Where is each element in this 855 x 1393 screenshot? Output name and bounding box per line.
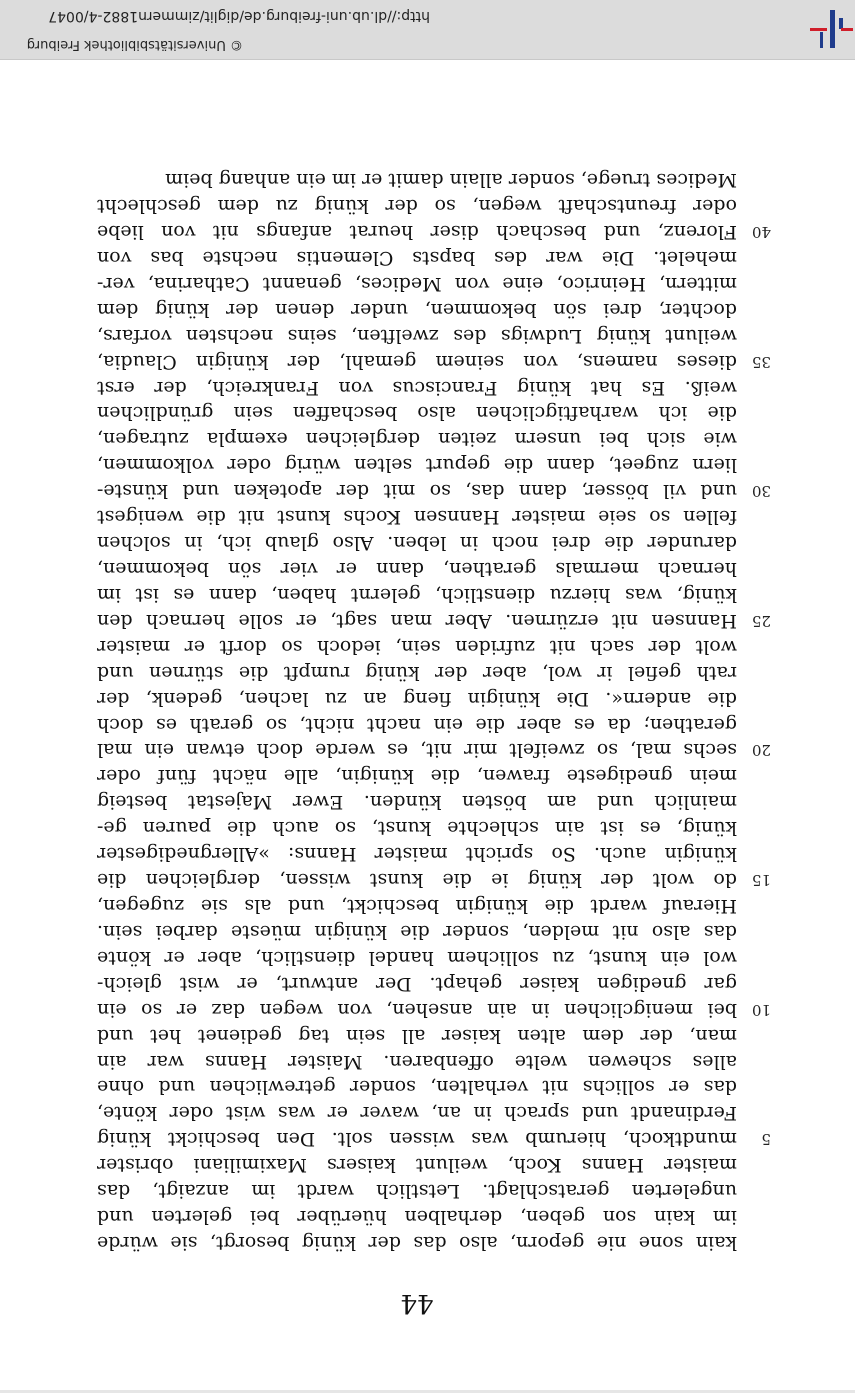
text-line: [97, 892, 737, 918]
line-number: 15: [751, 871, 771, 890]
text-line: [97, 555, 737, 581]
line-text: weiß. Es hat künig Franciscus von Frankreich, der erst: [97, 376, 737, 399]
line-text: man, der dem alten kaiser all sein tag gedienet het und: [97, 1024, 737, 1047]
line-text: wol ein kunst, zu sollichem handel dienstlich, aber er könte: [97, 946, 737, 969]
line-text: dochter, drei sön bekommen, under denen der künig dem: [97, 298, 737, 321]
text-line: [97, 348, 771, 374]
copyright-notice: © Universitätsbibliothek Freiburg: [26, 37, 243, 52]
text-line: [97, 1151, 737, 1177]
line-text: künig, es ist ain schlechte kunst, so auch die pauren ge-: [97, 817, 737, 840]
line-text: ungelerten geratschlagt. Letstlich wardt im anzaigt, das: [97, 1180, 737, 1203]
text-line: [97, 166, 737, 192]
text-line: [97, 1125, 771, 1151]
text-line: [97, 244, 737, 270]
text-line: [97, 788, 737, 814]
line-text: wie sich bei unsern zeiten dergleichen exempla zutragen,: [97, 428, 737, 451]
line-text: das er sollichs nit verhalten, sonder getrewlichen und ohne: [97, 1076, 737, 1099]
line-text: Hierauf wardt die künigin beschickt, und als sie zugegen,: [97, 895, 737, 918]
text-line: [97, 762, 737, 788]
text-line: [97, 1229, 737, 1255]
text-line: [97, 374, 737, 400]
line-number: 20: [751, 741, 771, 760]
text-line: [97, 1099, 737, 1125]
line-text: fellen so seie maister Hannsen Kochs kunst nit die wenigest: [97, 506, 737, 529]
text-line: [97, 970, 737, 996]
text-line: [97, 218, 771, 244]
text-line: [97, 918, 737, 944]
line-text: rath gefiel ir wol, aber der künig rumpft die stürnen und: [97, 661, 737, 684]
line-text: darunder die drei noch in leben. Also glaub ich, in solchen: [97, 532, 737, 555]
line-text: mundtkoch, hierumb was wissen solt. Den beschickt künig: [97, 1128, 737, 1151]
text-line: [97, 1048, 737, 1074]
line-number: 25: [751, 611, 771, 630]
line-text: hernach mermals gerathen, dann er vier sön bekommen,: [97, 558, 737, 581]
line-text: Hannsen nit erzürnen. Aber man sagt, er solle hernach den: [97, 609, 737, 632]
text-line: [97, 814, 737, 840]
text-line: [97, 737, 771, 763]
text-line: [97, 1203, 737, 1229]
text-block: [97, 166, 771, 1255]
line-text: mehelet. Die war des bapsts Clementis nechste bas von: [97, 246, 737, 269]
text-line: [97, 1074, 737, 1100]
line-text: bei menigclichen in ain ansehen, von wegen daz er so ein: [97, 998, 737, 1021]
text-line: [97, 685, 737, 711]
text-line: [97, 711, 737, 737]
text-line: [97, 607, 771, 633]
line-text: Florenz, und beschach diser heurat anfangs nit von liebe: [97, 221, 737, 244]
line-text: künig, was hierzu dienstlich, gelernt haben, dann es ist im: [97, 583, 737, 606]
line-number: 10: [751, 1000, 771, 1019]
line-text: Medices truege, sonder allain damit er im ein anhang beim: [165, 169, 737, 192]
text-line: [97, 426, 737, 452]
line-text: im kain son geben, derhalben hüerüber bei gelerten und: [97, 1206, 737, 1229]
line-text: liern zugeet, dann die gepurt selten würig oder volkommen,: [97, 454, 737, 477]
text-line: [97, 659, 737, 685]
line-text: mainlich und am bösten künden. Ewer Majestat besteig: [97, 791, 737, 814]
line-text: kain sone nie geporn, also das der künig besorgt, sie würde: [97, 1232, 737, 1254]
line-text: dieses namens, von seinem gemahl, der künigin Claudia,: [97, 350, 737, 373]
text-line: [97, 866, 771, 892]
line-text: künigin auch. So spricht maister Hanns: »Allergnedigester: [97, 843, 737, 866]
text-line: [97, 503, 737, 529]
line-number: 5: [761, 1130, 771, 1149]
line-text: gar gnedigen kaiser gehapt. Der antwurt, er wist gleich-: [97, 972, 737, 995]
text-line: [97, 270, 737, 296]
text-line: [97, 1022, 737, 1048]
text-line: [97, 1177, 737, 1203]
text-line: [97, 633, 737, 659]
line-text: und vil bösser, dann das, so mit der apoteken und künste-: [97, 480, 737, 503]
text-line: [97, 996, 771, 1022]
line-text: mein gnedigeste frawen, die künigin, alle nächt fünf oder: [97, 765, 737, 788]
line-text: die andern«. Die künigin fieng an zu lachen, gedenk, der: [97, 687, 737, 710]
line-text: maister Hanns Koch, weilunt kaisers Maximiliani obrister: [97, 1154, 737, 1177]
page-number: 44: [400, 1288, 434, 1318]
text-line: [97, 322, 737, 348]
text-line: [97, 451, 737, 477]
line-text: gerathen; da es aber die ein nacht nicht, so gerath es doch: [97, 713, 737, 736]
university-library-logo-icon: [807, 7, 855, 51]
text-line: [97, 192, 737, 218]
line-text: wolt der sach nit zufriden sein, iedoch so dorft er maister: [97, 635, 737, 658]
permalink-url[interactable]: http://dl.ub.uni-freiburg.de/diglit/zimmern1882-4/0047: [48, 8, 430, 24]
text-line: [97, 477, 771, 503]
line-text: mittern, Heinrico, eine von Medices, genannt Catharina, ver-: [97, 272, 737, 295]
line-number: 35: [751, 352, 771, 371]
footer-bar: [0, 0, 855, 60]
line-number: 30: [751, 482, 771, 501]
text-line: [97, 529, 737, 555]
line-text: Ferdinandt und sprach in an, waver er was wist oder könte,: [97, 1102, 737, 1125]
line-text: do wolt der künig ie die kunst wissen, dergleichen die: [97, 869, 737, 892]
text-line: [97, 581, 737, 607]
line-text: das also nit melden, sonder die künigin müeste darbei sein.: [97, 920, 737, 943]
line-number: 40: [751, 223, 771, 242]
line-text: sechs mal, so zweifelt mir nit, es werde doch etwan ein mal: [97, 739, 737, 762]
text-line: [97, 944, 737, 970]
line-text: alles schewen welte offenbaren. Maister Hanns war ain: [97, 1050, 737, 1073]
line-text: oder freuntschaft wegen, so der künig zu dem geschlecht: [97, 195, 737, 218]
text-line: [97, 400, 737, 426]
text-line: [97, 840, 737, 866]
text-line: [97, 296, 737, 322]
line-text: die ich warhaftigclichen also beschaffen sein gründlichen: [97, 402, 737, 425]
line-text: weilunt künig Ludwigs des zwelften, seins nechsten vorfars,: [97, 324, 737, 347]
